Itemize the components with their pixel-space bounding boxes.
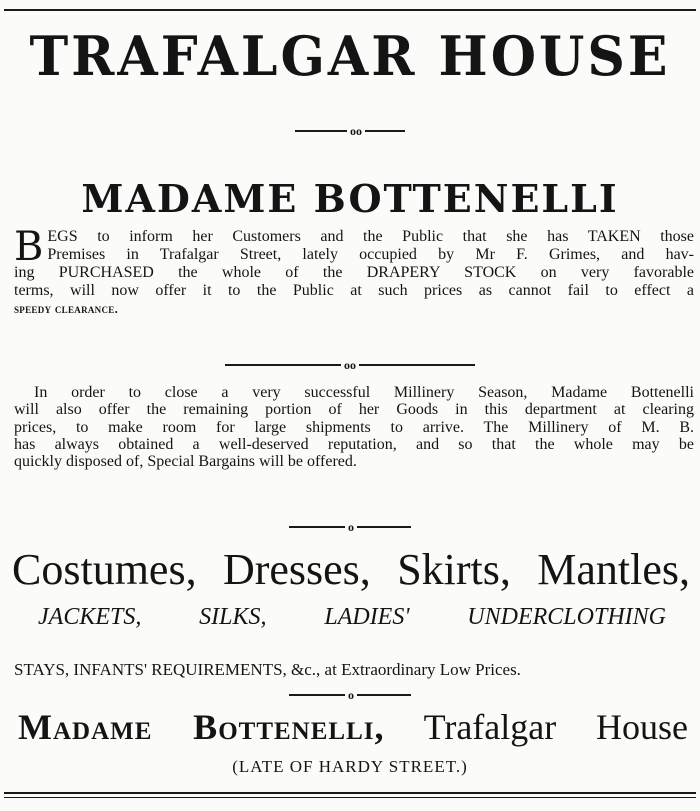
footer-place: Trafalgar House xyxy=(423,707,688,747)
proprietor-heading: MADAME BOTTENELLI xyxy=(81,176,619,221)
top-border-rule xyxy=(4,9,696,11)
goods-stays-line: STAYS, INFANTS' REQUIREMENTS, &c., at Extraordinary Low Prices. xyxy=(14,660,521,679)
bottom-border-rule-thin xyxy=(4,797,696,798)
paragraph1-line: speedy clearance. xyxy=(14,301,119,316)
paragraph2-line: has always obtained a well-deserved reputation, and so that the whole may be xyxy=(14,435,694,453)
paragraph1-line: ing PURCHASED the whole of the DRAPERY STOCK on very favorable xyxy=(14,264,694,281)
title-heading: TRAFALGAR HOUSE xyxy=(29,24,671,89)
footer-name: Madame Bottenelli, xyxy=(18,707,385,747)
divider-mark: oo xyxy=(350,124,362,139)
paragraph1-line: terms, will now offer it to the Public at such prices as cannot fail to effect a xyxy=(14,282,694,299)
announcement-paragraph xyxy=(14,224,694,318)
goods-headline xyxy=(12,546,690,594)
paragraph2-line: will also offer the remaining portion of her Goods in this department at clearing xyxy=(14,401,694,419)
divider-mark: oo xyxy=(344,358,356,373)
goods-secondary-line: JACKETS, SILKS, LADIES' UNDERCLOTHING xyxy=(38,604,666,630)
divider-mark: o xyxy=(348,688,354,703)
ornamental-divider xyxy=(0,688,700,701)
paragraph1-line: EGS to inform her Customers and the Public that she has TAKEN those xyxy=(47,228,694,245)
divider-mark: o xyxy=(348,520,354,535)
goods-item: Mantles, xyxy=(537,545,691,594)
paragraph2-line: prices, to make room for large shipments to arrive. The Millinery of M. B. xyxy=(14,418,694,436)
ornamental-divider xyxy=(0,358,700,371)
paragraph2-line: quickly disposed of, Special Bargains will be offered. xyxy=(14,453,357,471)
former-address: (LATE OF HARDY STREET.) xyxy=(232,757,468,776)
paragraph2-line: In order to close a very successful Millinery Season, Madame Bottenelli xyxy=(34,384,694,401)
paragraph1-line: Premises in Trafalgar Street, lately occupied by Mr F. Grimes, and hav- xyxy=(47,246,694,263)
millinery-paragraph xyxy=(14,384,694,470)
goods-item: Skirts, xyxy=(397,545,511,594)
ornamental-divider xyxy=(0,124,700,137)
goods-item: Dresses, xyxy=(222,545,371,594)
footer-signature xyxy=(18,706,688,748)
ornamental-divider xyxy=(0,520,700,533)
drop-cap: B xyxy=(14,224,44,270)
goods-item: Costumes, xyxy=(12,545,197,594)
bottom-border-rule xyxy=(4,792,696,794)
